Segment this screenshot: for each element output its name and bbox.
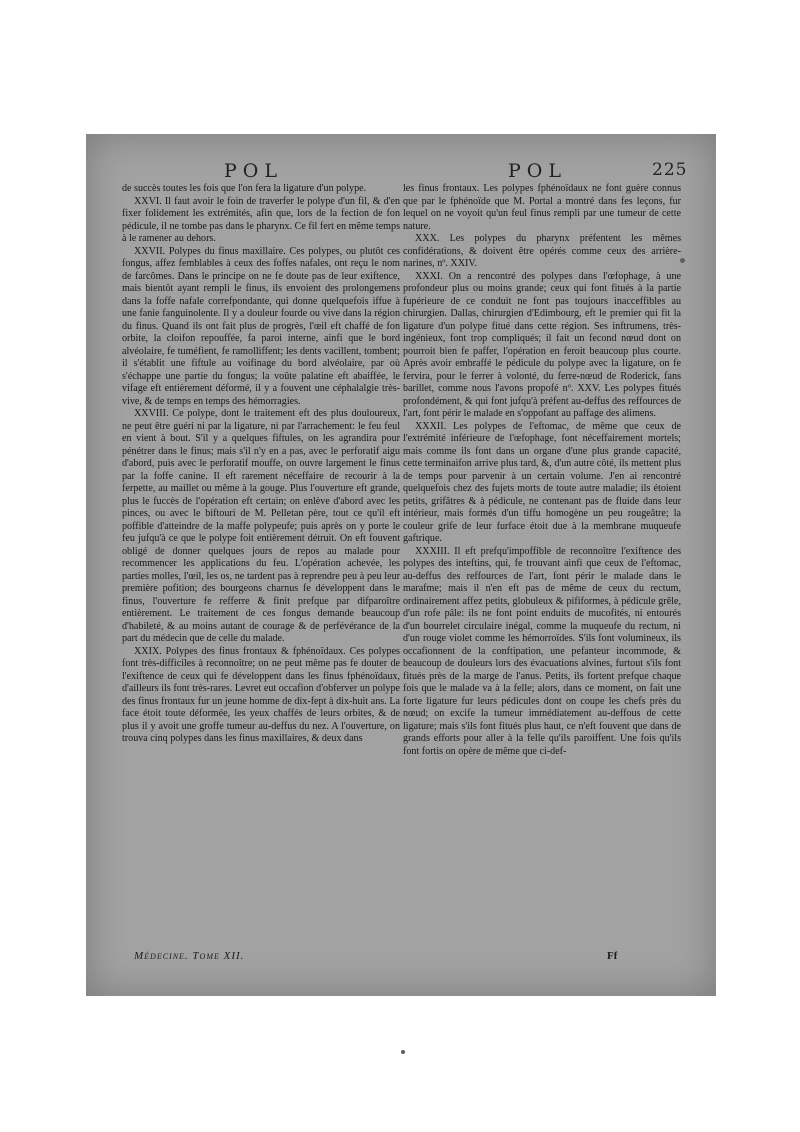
paragraph: de succès toutes les fois que l'on fera la ligature d'un polype. [122,183,367,194]
footer-signature: Ff [607,950,618,962]
paragraph: XXVI. Il faut avoir le foin de traverfer le polype d'un fil, & d'en fixer folidement les extrémités, afin que, lors de la fection de fon pédicule, il ne tombe pas dans le pharynx. Ce fil fert en même temps à le ramener au dehors. [122,195,400,244]
paragraph: les finus frontaux. Les polypes fphénoïdaux ne font guère connus que par le fphénoïde que M. Portal a montré dans fes leçons, fur lequel on ne voyoit qu'un feul finus rempli par une tumeur de cette nature. [403,183,681,232]
running-head [0,160,800,182]
page-speck [680,258,685,263]
page-footer [0,950,800,964]
right-column [403,183,681,758]
paragraph: XXIX. Polypes des finus frontaux & fphénoïdaux. Ces polypes font très-difficiles à reconnoître; on ne peut même pas fe douter de l'exiftence de ceux qui fe développent dans les finus fphénoïdaux, d'ailleurs ils font très-rares. Levret eut occafion d'obferver un polype des finus frontaux fur un jeune homme de dix-fept à dix-huit ans. La face étoit toute déformée, les yeux chaffés de leurs orbites, & de plus il y avoit une groffe tumeur au-deffus du nez. A l'ouverture, on trouva cinq polypes dans les finus maxillaires, & deux dans [122,645,400,744]
paragraph: XXVII. Polypes du finus maxillaire. Ces polypes, ou plutôt ces fongus, affez femblables à ceux des foffes nafales, ont reçu le nom de farcômes. Dans le principe on ne fe doute pas de leur exiftence, mais bientôt ayant rempli le finus, ils envoient des prolongemens dans la foffe nafale correfpondante, qui donne quelquefois iffue à une fanie fanguinolente. Il y a douleur fourde ou vive dans la région du finus. Quand ils ont fait plus de progrès, l'œil eft chaffé de fon orbite, la cloifon repouffée, fa paroi interne, ainfi que le bord alvéolaire, fe tuméfient, fe ramolliffent; les dents vacillent, tombent; il s'établit une fiftule au voifinage du bord alvéolaire, par où s'échappe une partie du fongus; la voûte palatine eft abaiffée, le vifage eft entièrement déformé, il y a fouvent une céphalalgie très-vive, & de temps en temps des hémorragies. [122,245,400,407]
page-speck [401,1050,405,1054]
left-column [122,183,400,746]
page-number: 225 [652,160,688,180]
paragraph: XXVIII. Ce polype, dont le traitement eft des plus douloureux, ne peut être guéri ni par la ligature, ni par l'arrachement: le feu feul en vient à bout. S'il y a quelques fiftules, on les agrandira pour pénétrer dans le finus; mais s'il n'y en a pas, avec le perforatif aigu d'abord, puis avec le perforatif mouffe, on ouvre largement le finus par la foffe canine. Il eft rarement néceffaire de recourir à la ferpette, au maillet ou même à la gouge. Plus l'ouverture eft grande, plus le fuccès de l'opération eft certain; on enlève d'abord avec les pinces, ou avec le biftouri de M. Pelletan père, tout ce qu'il eft poffible d'atteindre de la maffe polypeufe; puis après on y porte le feu jufqu'à ce que le polype foit entièrement détruit. On eft fouvent obligé de donner quelques jours de repos au malade pour recommencer les applications du feu. L'opération achevée, les parties molles, l'œil, les os, ne tardent pas à reprendre peu à peu leur première pofition; des bourgeons charnus fe développent dans le finus, l'ouverture fe refferre & finit prefque par difparoître entièrement. Le traitement de ces fongus demande beaucoup d'habileté, & au moins autant de courage & de perfévérance de la part du médecin que de celle du malade. [122,408,400,644]
paragraph: XXXII. Les polypes de l'eftomac, de même que ceux de l'extrémité inférieure de l'œfophage, font néceffairement mortels; mais comme ils font dans un organe d'une plus grande capacité, cette terminaifon arrive plus tard, &, d'un autre côté, ils mettent plus de temps pour parvenir à un certain volume. J'en ai rencontré quelquefois chez des fujets morts de toute autre maladie; ils étoient petits, grifâtres & à pédicule, ne contenant pas de fluide dans leur intérieur, mais formés d'un tiffu homogène un peu rougeâtre; la couleur grife de leur furface étoit due à la membrane muqueufe gaftrique. [403,420,681,544]
footer-volume: Médecine. Tome XII. [134,950,245,962]
running-head-right: POL [508,160,567,182]
paragraph: XXXIII. Il eft prefqu'impoffible de reconnoître l'exiftence des polypes des inteftins, qui, fe trouvant ainfi que ceux de l'eftomac, au-deffus des reffources de l'art, font périr le malade dans le marafme; mais il n'en eft pas de même de ceux du rectum, ordinairement affez petits, globuleux & pififormes, à pédicule grêle, d'un rofe pâle: ils ne font point enduits de mucofités, ni entourés d'un bourrelet circulaire inégal, comme la muqueufe du rectum, ni d'un rouge violet comme les hémorroïdes. S'ils font volumineux, ils occafionnent de la conftipation, une pefanteur incommode, & beaucoup de douleurs lors des évacuations alvines, furtout s'ils font fitués près de la marge de l'anus. Petits, ils fortent prefque chaque fois que le malade va à la felle; alors, dans ce moment, on fait une forte ligature fur leurs pédicules dont on coupe les chefs près du nœud; on excife la tumeur immédiatement au-deffous de cette ligature; mais s'ils font fitués plus haut, ce n'eft fouvent que dans de grands efforts pour aller à la felle qu'ils paroiffent. Une fois qu'ils font fortis on opère de même que ci-def- [403,545,681,757]
paragraph: XXX. Les polypes du pharynx préfentent les mêmes confidérations, & doivent être opérés comme ceux des arrière-narines, nº. XXIV. [403,233,681,269]
paragraph: XXXI. On a rencontré des polypes dans l'œfophage, à une profondeur plus ou moins grande; ceux qui font fitués à la partie fupérieure de ce conduit ne font pas toujours inacceffibles au chirurgien. Dallas, chirurgien d'Edimbourg, eft le premier qui fit la ligature d'un polype fitué dans cette région. Ses inftrumens, très-ingénieux, font trop compliqués; il fait un fecond nœud dont on pourroit bien fe paffer, l'opération en feroit beaucoup plus courte. Après avoir embraffé le pédicule du polype avec la ligature, on fe fervira, pour le ferrer à volonté, du ferre-nœud de Roderick, fans barillet, comme nous l'avons propofé nº. XXV. Les polypes fitués profondément, & qui font jufqu'à préfent au-deffus des reffources de l'art, font périr le malade en s'oppofant au paffage des alimens. [403,270,681,419]
running-head-left: POL [224,160,283,182]
